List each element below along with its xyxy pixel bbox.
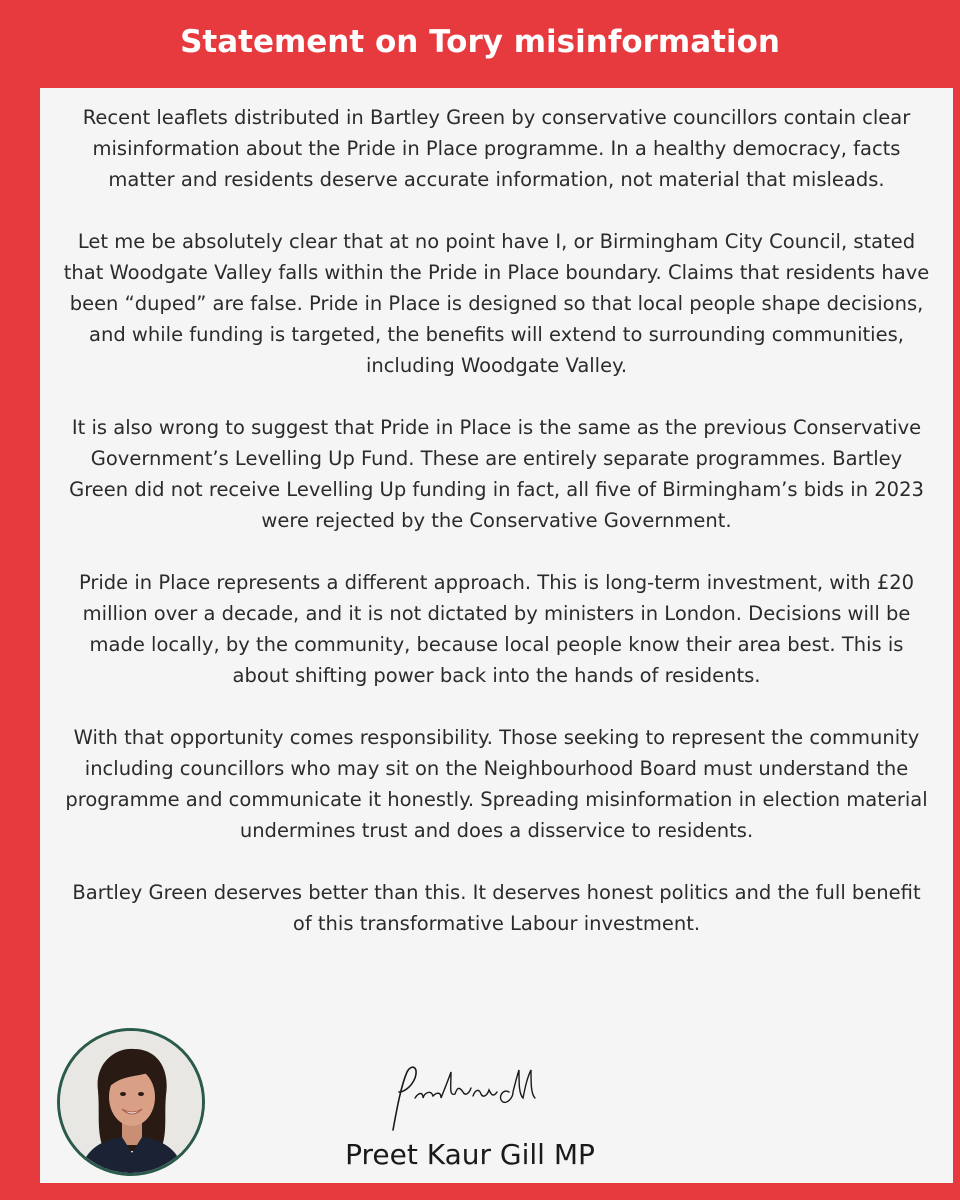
statement-title: Statement on Tory misinformation bbox=[180, 24, 780, 60]
handwritten-signature bbox=[385, 1058, 545, 1138]
statement-body bbox=[40, 102, 953, 970]
statement-paragraph: With that opportunity comes responsibility. Those seeking to represent the community including councillors who may sit on the Neighbourhood Board must understand the programme and communicate it honestly. Spreading misinformation in election material undermines trust and does a disservice to residents. bbox=[65, 726, 928, 842]
statement-paragraph: It is also wrong to suggest that Pride in Place is the same as the previous Conservative Government’s Levelling Up Fund. These are entirely separate programmes. Bartley Green did not receive Levelling Up funding in fact, all five of Birmingham’s bids in 2023 were rejected by the Conservative Government. bbox=[69, 416, 924, 532]
statement-paragraph: Recent leaflets distributed in Bartley Green by conservative councillors contain clear misinformation about the Pride in Place programme. In a healthy democracy, facts matter and residents deserve accurate information, not material that misleads. bbox=[82, 106, 911, 191]
signatory-name: Preet Kaur Gill MP bbox=[345, 1138, 595, 1171]
mp-portrait-photo bbox=[57, 1028, 205, 1176]
statement-paragraph: Let me be absolutely clear that at no point have I, or Birmingham City Council, stated that Woodgate Valley falls within the Pride in Place boundary. Claims that residents have been “duped” are false. Pride in Place is designed so that local people shape decisions, and while funding is targeted, the benefits will extend to surrounding communities, including Woodgate Valley. bbox=[63, 230, 930, 377]
portrait-illustration bbox=[60, 1031, 202, 1173]
statement-paragraph: Bartley Green deserves better than this. It deserves honest politics and the full benefit of this transformative Labour investment. bbox=[72, 881, 921, 935]
statement-card bbox=[40, 88, 953, 1183]
statement-paragraph: Pride in Place represents a different approach. This is long-term investment, with £20 million over a decade, and it is not dictated by ministers in London. Decisions will be made locally, by the community, because local people know their area best. This is about shifting power back into the hands of residents. bbox=[78, 571, 915, 687]
